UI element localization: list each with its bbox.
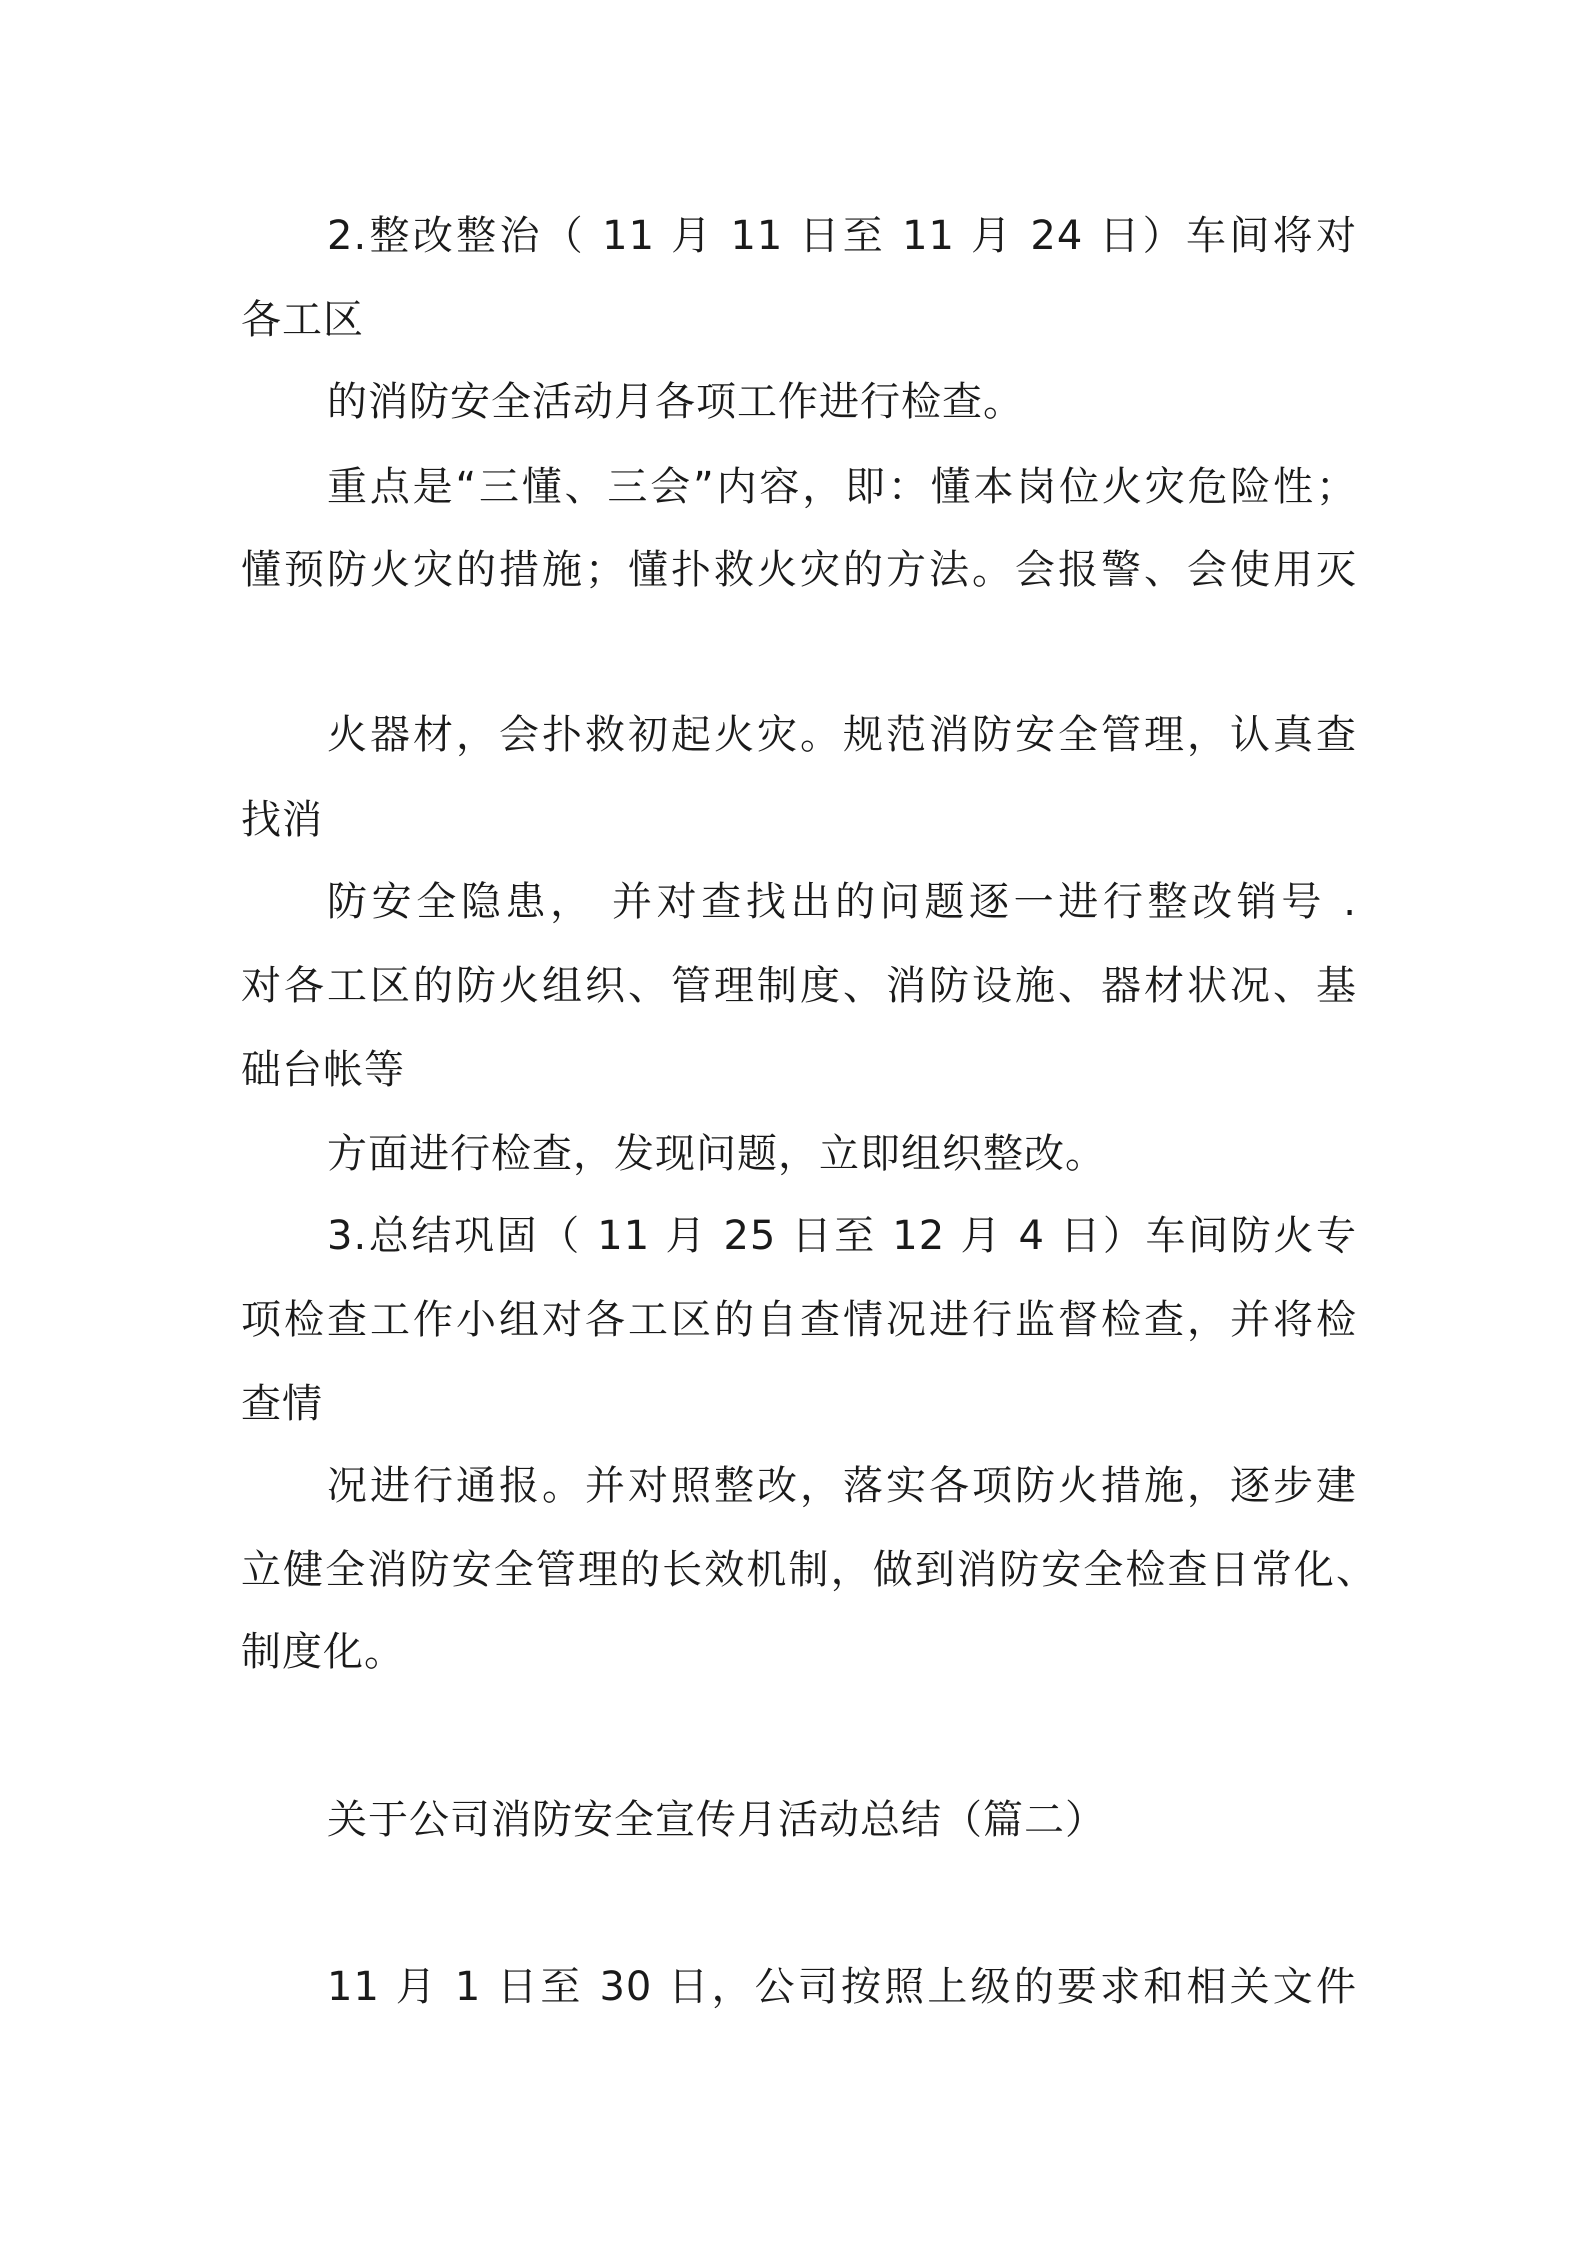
- paragraph-line: 项检查工作小组对各工区的自查情况进行监督检查，并将检: [241, 1297, 1357, 1343]
- paragraph-line: 础台帐等: [241, 1047, 405, 1093]
- paragraph-line: 防安全隐患， 并对查找出的问题逐一进行整改销号 .: [327, 879, 1357, 925]
- paragraph-line: 各工区: [241, 297, 364, 343]
- paragraph-line: 的消防安全活动月各项工作进行检查。: [327, 379, 1024, 425]
- paragraph-line: 懂预防火灾的措施；懂扑救火灾的方法。会报警、会使用灭: [241, 547, 1357, 593]
- paragraph-line: 况进行通报。并对照整改，落实各项防火措施，逐步建: [327, 1463, 1357, 1509]
- paragraph-line: 查情: [241, 1381, 323, 1427]
- paragraph-line: 立健全消防安全管理的长效机制，做到消防安全检查日常化、: [241, 1547, 1377, 1593]
- paragraph-line: 找消: [241, 797, 323, 843]
- paragraph-line: 制度化。: [241, 1629, 405, 1675]
- paragraph-line: 2.整改整治（ 11 月 11 日至 11 月 24 日）车间将对: [327, 213, 1357, 259]
- paragraph-line: 对各工区的防火组织、管理制度、消防设施、器材状况、基: [241, 963, 1357, 1009]
- section-heading: 关于公司消防安全宣传月活动总结（篇二）: [327, 1797, 1106, 1843]
- paragraph-line: 3.总结巩固（ 11 月 25 日至 12 月 4 日）车间防火专: [327, 1213, 1357, 1259]
- paragraph-line: 11 月 1 日至 30 日，公司按照上级的要求和相关文件: [327, 1964, 1357, 2010]
- paragraph-line: 方面进行检查，发现问题，立即组织整改。: [327, 1131, 1106, 1177]
- paragraph-line: 重点是“三懂、三会”内容，即：懂本岗位火灾危险性；: [327, 464, 1357, 510]
- paragraph-line: 火器材，会扑救初起火灾。规范消防安全管理，认真查: [327, 712, 1357, 758]
